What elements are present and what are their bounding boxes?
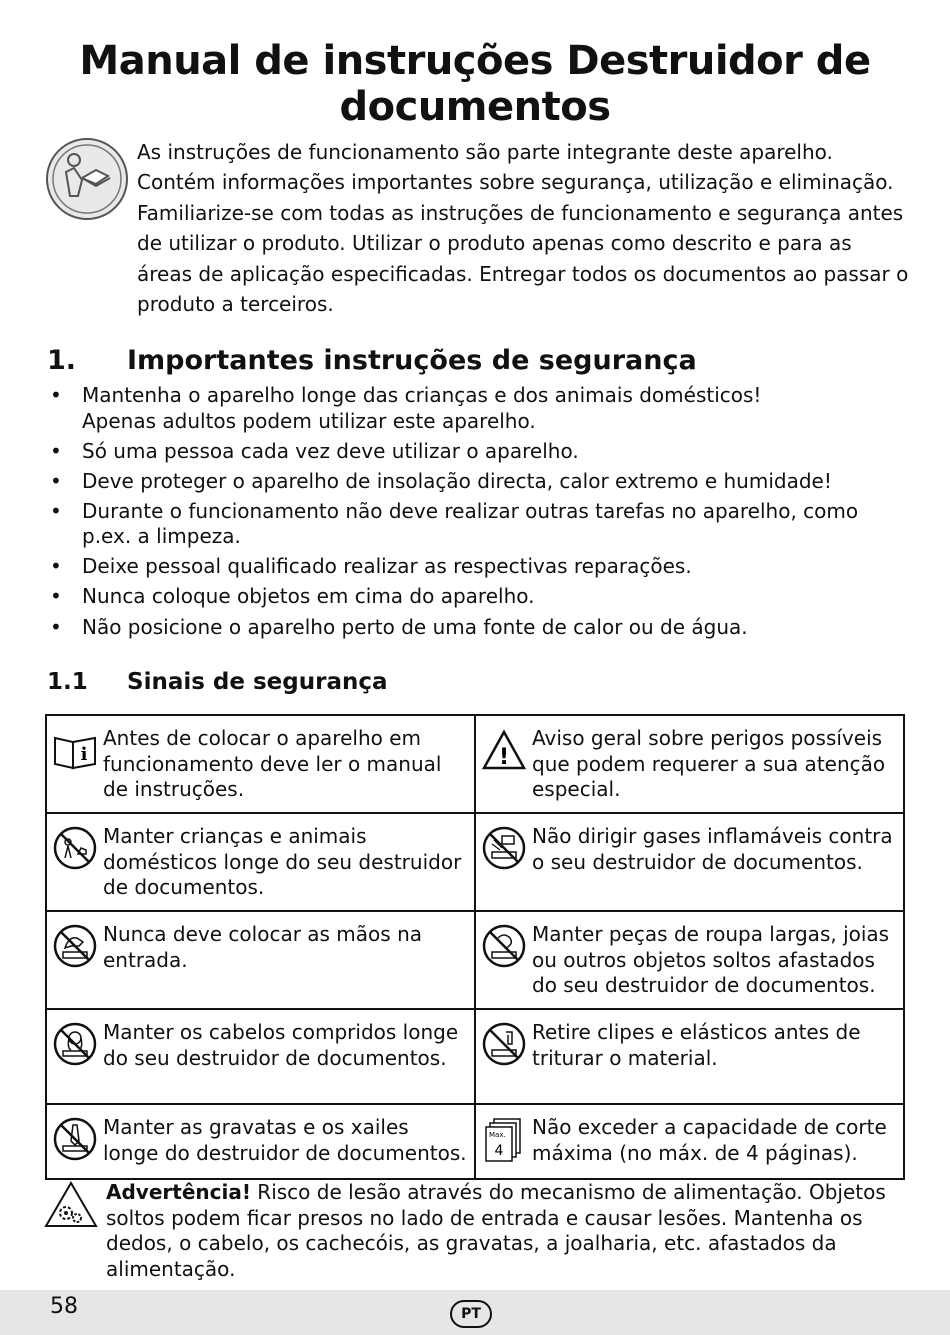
- safety-signs-table: [45, 714, 905, 1180]
- max-pages-icon: [480, 1115, 528, 1163]
- bullet-text: Mantenha o aparelho longe das crianças e dos animais domésticos! Apenas adultos podem utilizar este aparelho.: [82, 383, 762, 433]
- no-ties-icon: [51, 1115, 99, 1163]
- bullet-text: Durante o funcionamento não deve realizar outras tarefas no aparelho, como p.ex. a limpeza.: [82, 498, 859, 549]
- warning-label: Advertência!: [106, 1180, 251, 1204]
- no-hands-icon: [51, 922, 99, 970]
- no-long-hair-icon: [51, 1020, 99, 1068]
- no-clips-icon: [480, 1020, 528, 1068]
- sign-cell: [475, 715, 904, 813]
- language-badge: PT: [450, 1300, 492, 1328]
- page-title: [0, 38, 950, 130]
- warning-paragraph: [106, 1180, 896, 1282]
- no-children-pets-icon: [51, 824, 99, 872]
- sign-text: Manter peças de roupa largas, joias ou outros objetos soltos afastados do seu destruidor de documentos.: [532, 922, 890, 997]
- svg-text:!: !: [498, 745, 510, 770]
- sign-cell: [46, 715, 475, 813]
- bullet-dot-icon: •: [50, 614, 62, 639]
- section-number: 1.: [47, 345, 77, 376]
- page-footer: [0, 1290, 950, 1335]
- sign-cell: [46, 1104, 475, 1179]
- no-flammable-gas-icon: [480, 824, 528, 872]
- no-loose-clothing-icon: [480, 922, 528, 970]
- max-label: Max.: [489, 1131, 506, 1139]
- warning-triangle-icon: [480, 726, 528, 774]
- sign-cell: [46, 911, 475, 1009]
- max-value: 4: [494, 1143, 504, 1159]
- safety-bullet-item: [47, 554, 907, 580]
- manual-info-icon: [51, 726, 99, 774]
- sign-text: Não dirigir gases inflamáveis contra o seu destruidor de documentos.: [532, 824, 893, 874]
- safety-bullet-item: [47, 469, 907, 495]
- sign-cell: [46, 813, 475, 911]
- subsection-heading-signs: [47, 666, 388, 698]
- sign-text: Nunca deve colocar as mãos na entrada.: [103, 922, 422, 972]
- read-manual-icon: [44, 136, 130, 222]
- sign-text: Antes de colocar o aparelho em funcionamento deve ler o manual de instruções.: [103, 726, 442, 801]
- sign-text: Manter as gravatas e os xailes longe do destruidor de documentos.: [103, 1115, 467, 1165]
- page-title-line2: documentos: [339, 84, 611, 130]
- gear-warning-icon: [44, 1180, 98, 1228]
- safety-bullet-item: [47, 584, 907, 610]
- sign-cell: [475, 813, 904, 911]
- bullet-text: Deixe pessoal qualificado realizar as respectivas reparações.: [82, 554, 692, 579]
- subsection-title: Sinais de segurança: [127, 669, 388, 695]
- bullet-dot-icon: •: [50, 584, 62, 609]
- bullet-dot-icon: •: [50, 468, 62, 493]
- bullet-dot-icon: •: [50, 554, 62, 579]
- section-heading-safety: [47, 344, 697, 378]
- bullet-text: Nunca coloque objetos em cima do aparelho.: [82, 584, 535, 609]
- safety-bullet-list: [47, 383, 907, 645]
- subsection-number: 1.1: [47, 669, 88, 695]
- svg-text:i: i: [80, 744, 88, 765]
- sign-cell: [475, 911, 904, 1009]
- page-title-line1: Manual de instruções Destruidor de: [79, 38, 871, 84]
- bullet-dot-icon: •: [50, 438, 62, 463]
- bullet-dot-icon: •: [50, 498, 62, 523]
- bullet-text: Só uma pessoa cada vez deve utilizar o aparelho.: [82, 438, 579, 463]
- safety-bullet-item: [47, 439, 907, 465]
- sign-text: Retire clipes e elásticos antes de triturar o material.: [532, 1020, 861, 1070]
- sign-cell: [475, 1009, 904, 1104]
- intro-paragraph: As instruções de funcionamento são parte integrante deste aparelho. Contém informações importantes sobre segurança, utilização e eliminação. Familiarize-se com todas as instruções de funcionamento e segurança antes de utilizar o produto. Utilizar o produto apenas como descrito e para as áreas de aplicação especificadas. Entregar todos os documentos ao passar o produto a terceiros.: [137, 140, 909, 317]
- bullet-text: Não posicione o aparelho perto de uma fonte de calor ou de água.: [82, 614, 748, 639]
- sign-text: Manter crianças e animais domésticos longe do seu destruidor de documentos.: [103, 824, 462, 899]
- warning-text: Risco de lesão através do mecanismo de alimentação. Objetos soltos podem ficar presos no lado de entrada e causar lesões. Mantenha os dedos, o cabelo, os cachecóis, as gravatas, a joalharia, etc. afastados da alimentação.: [106, 1180, 886, 1281]
- page-number: 58: [50, 1294, 78, 1319]
- bullet-dot-icon: •: [50, 383, 62, 407]
- safety-bullet-item: [47, 499, 907, 550]
- bullet-text: Deve proteger o aparelho de insolação directa, calor extremo e humidade!: [82, 468, 832, 493]
- sign-text: Manter os cabelos compridos longe do seu destruidor de documentos.: [103, 1020, 459, 1070]
- safety-bullet-item: [47, 383, 907, 434]
- section-title: Importantes instruções de segurança: [127, 345, 697, 376]
- sign-cell: [46, 1009, 475, 1104]
- sign-text: Não exceder a capacidade de corte máxima (no máx. de 4 páginas).: [532, 1115, 887, 1165]
- safety-bullet-item: [47, 615, 907, 641]
- sign-cell: [475, 1104, 904, 1179]
- sign-text: Aviso geral sobre perigos possíveis que podem requerer a sua atenção especial.: [532, 726, 886, 801]
